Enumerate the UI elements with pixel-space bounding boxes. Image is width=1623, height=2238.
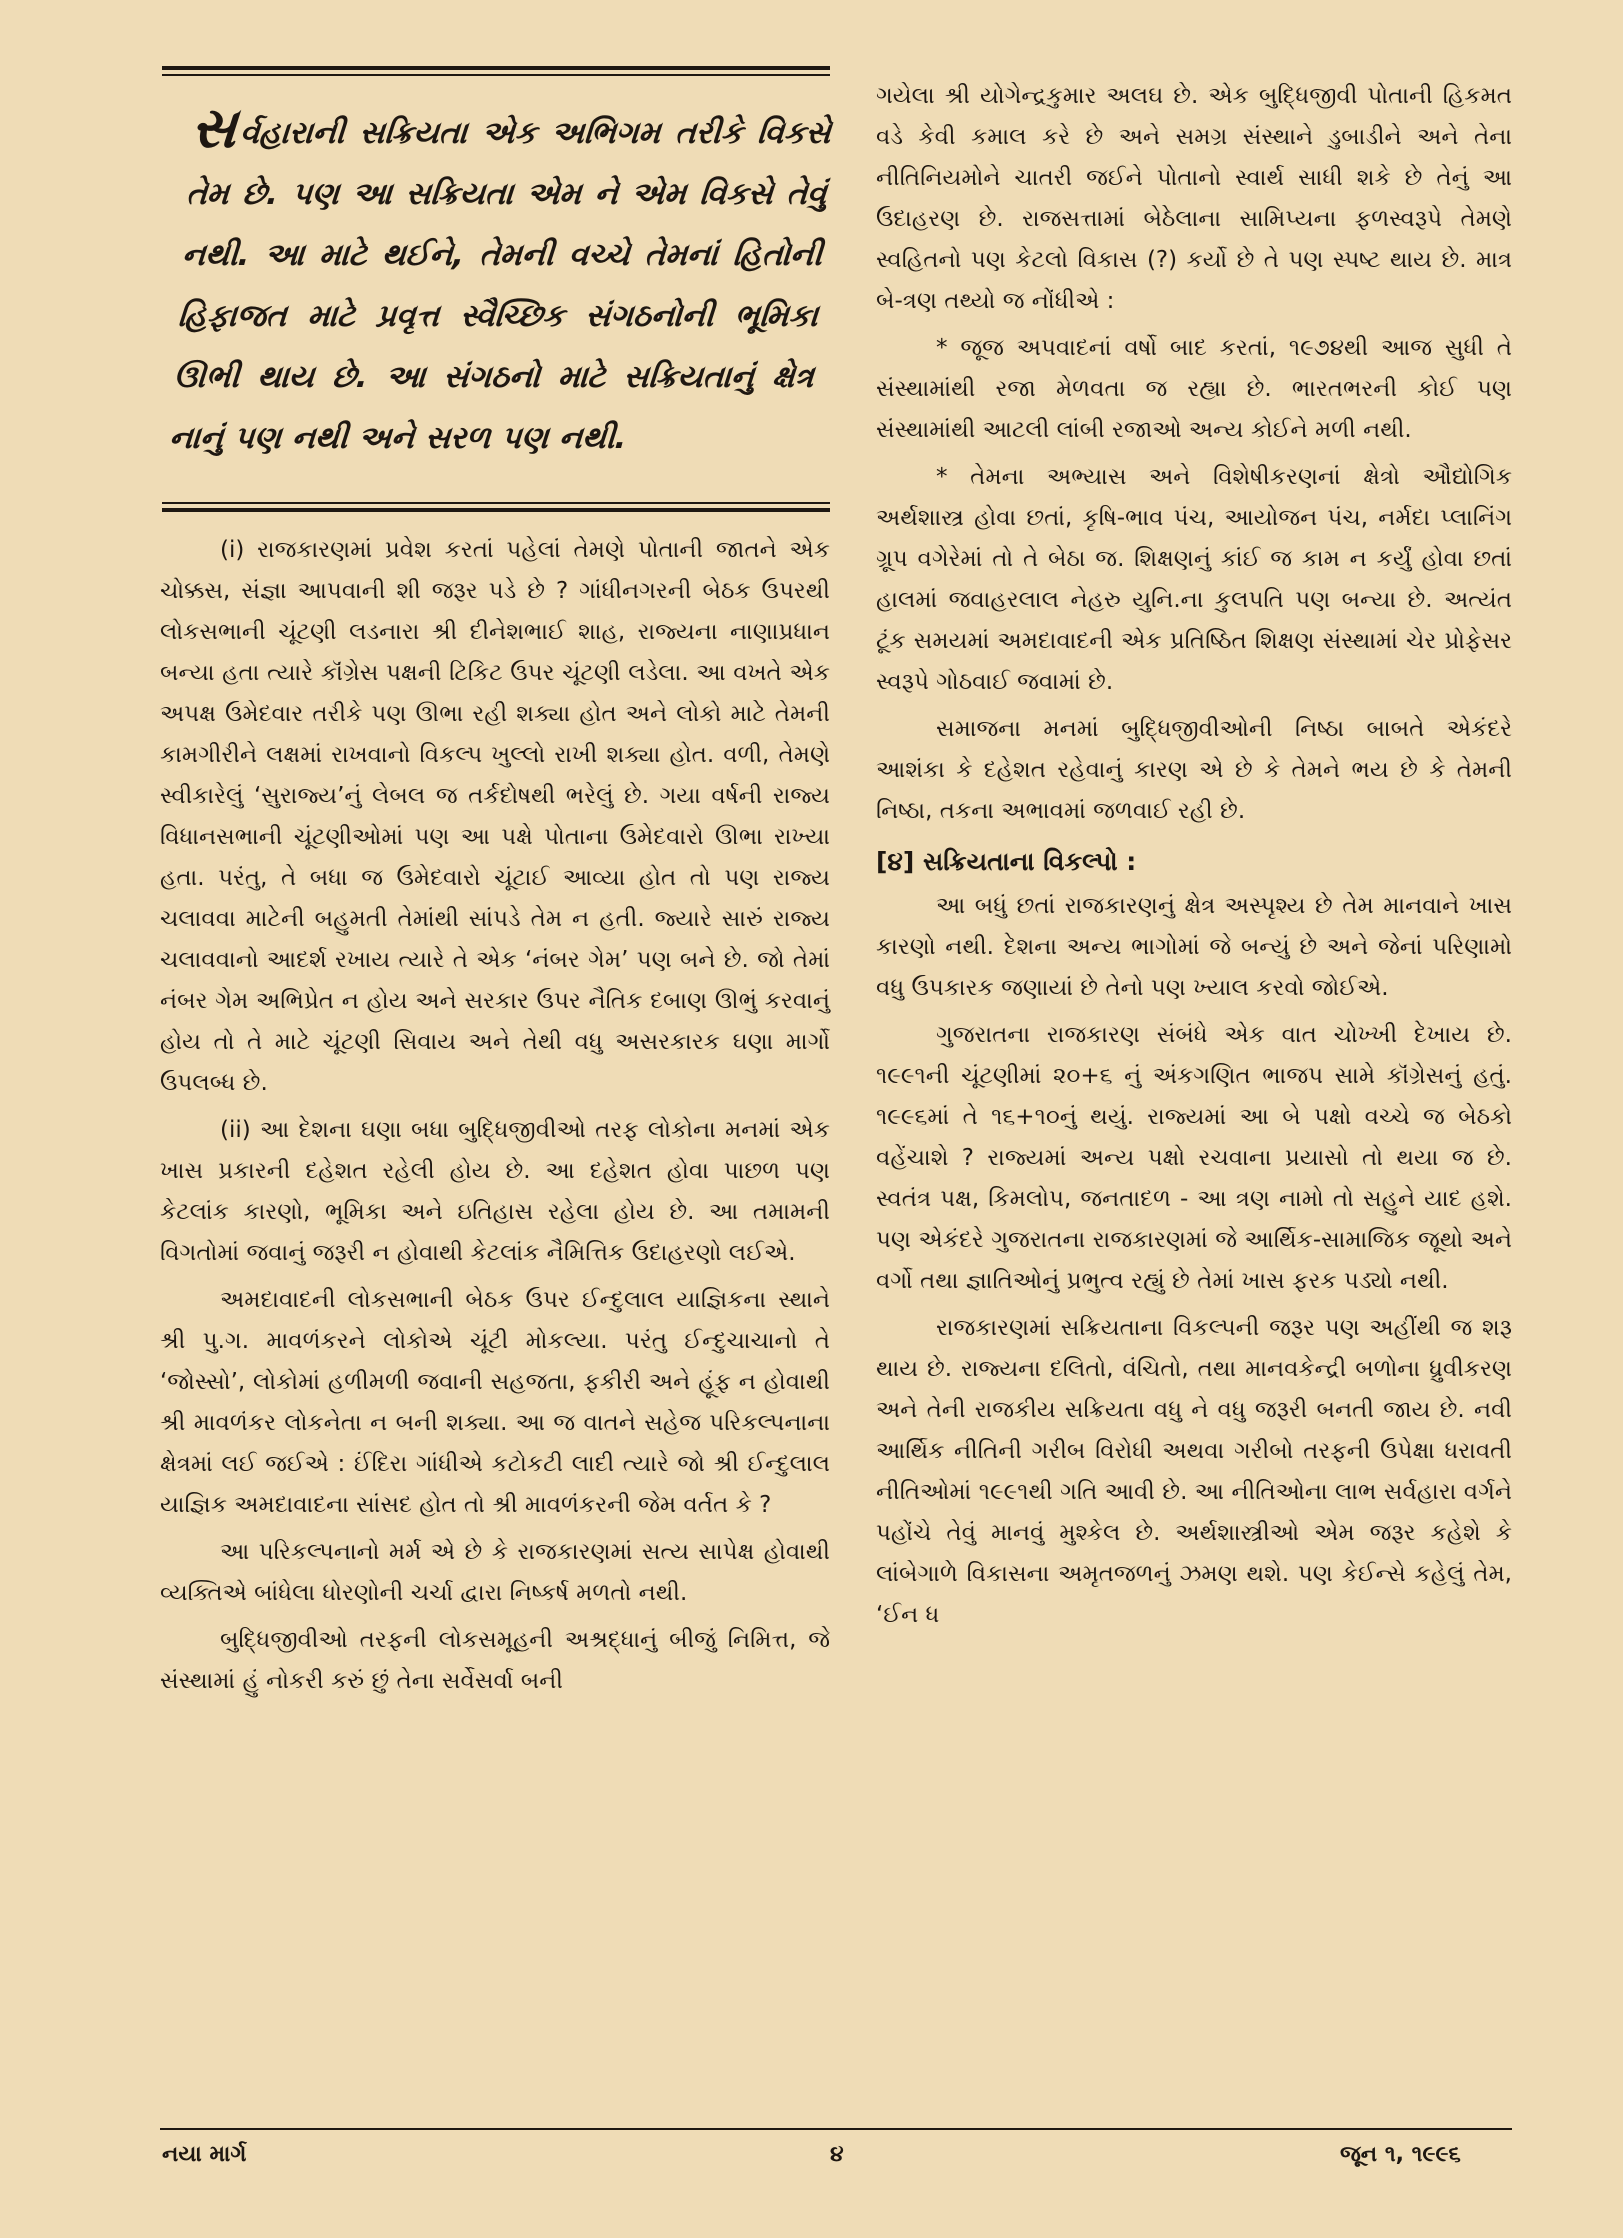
- footer-publication: નયા માર્ગ: [162, 2142, 247, 2167]
- paragraph-activism: રાજકારણમાં સક્રિયતાના વિકલ્પની જરૂર પણ અહીંથી જ શરૂ થાય છે. રાજ્યના દલિતો, વંચિતો, તથા માનવકેન્દ્રી બળોના ધ્રુવીકરણ અને તેની રાજકીય સક્રિયતા વધુ ને વધુ જરૂરી બનતી જાય છે. નવી આર્થિક નીતિની ગરીબ વિરોધી અથવા ગરીબો તરફની ઉપેક્ષા ધરાવતી નીતિઓમાં ૧૯૯૧થી ગતિ આવી છે. આ નીતિઓના લાભ સર્વહારા વર્ગને પહોંચે તેવું માનવું મુશ્કેલ છે. અર્થશાસ્ત્રીઓ એમ જરૂર કહેશે કે લાંબેગાળે વિકાસના અમૃતજળનું ઝમણ થશે. પણ કેઈન્સે કહેલું તેમ, ‘ઈન ધ: [876, 1315, 1512, 1628]
- paragraph-ahmedabad: અમદાવાદની લોકસભાની બેઠક ઉપર ઈન્દુલાલ યાજ્ઞિકના સ્થાને શ્રી પુ.ગ. માવળંકરને લોકોએ ચૂંટી મોકલ્યા. પરંતુ ઈન્દુચાચાનો તે ‘જોસ્સો’, લોકોમાં હળીમળી જવાની સહજતા, ફકીરી અને હૂંફ ન હોવાથી શ્રી માવળંકર લોકનેતા ન બની શક્યા. આ જ વાતને સહેજ પરિકલ્પનાના ક્ષેત્રમાં લઈ જઈએ : ઈંદિરા ગાંધીએ કટોકટી લાદી ત્યારે જો શ્રી ઈન્દુલાલ યાજ્ઞિક અમદાવાદના સાંસદ હોત તો શ્રી માવળંકરની જેમ વર્તત કે ?: [160, 1287, 830, 1518]
- pull-quote-top-rule: [162, 66, 830, 70]
- pull-quote-bottom-rule-thin: [162, 502, 830, 504]
- paragraph-society: સમાજના મનમાં બુદ્ધિજીવીઓની નિષ્ઠા બાબતે એકંદરે આશંકા કે દહેશત રહેવાનું કારણ એ છે કે તેમને ભય છે કે તેમની નિષ્ઠા, તકના અભાવમાં જળવાઈ રહી છે.: [876, 716, 1512, 824]
- pull-quote-top-rule-thin: [162, 74, 830, 76]
- footer-date: જૂન ૧, ૧૯૯૬: [1340, 2142, 1461, 2167]
- paragraph-gujarat-politics: ગુજરાતના રાજકારણ સંબંધે એક વાત ચોખ્ખી દેખાય છે. ૧૯૯૧ની ચૂંટણીમાં ૨૦+૬ નું અંકગણિત ભાજપ સામે કૉંગ્રેસનું હતું. ૧૯૯૬માં તે ૧૬+૧૦નું થયું. રાજ્યમાં આ બે પક્ષો વચ્ચે જ બેઠકો વહેંચાશે ? રાજ્યમાં અન્ય પક્ષો રચવાના પ્રયાસો તો થયા જ છે. સ્વતંત્ર પક્ષ, કિમલોપ, જનતાદળ - આ ત્રણ નામો તો સહુને યાદ હશે. પણ એકંદરે ગુજરાતના રાજકારણમાં જે આર્થિક-સામાજિક જૂથો અને વર્ગો તથા જ્ઞાતિઓનું પ્રભુત્વ રહ્યું છે તેમાં ખાસ ફરક પડ્યો નથી.: [876, 1022, 1512, 1294]
- left-column: [160, 530, 830, 1702]
- paragraph-intellectuals: બુદ્ધિજીવીઓ તરફની લોકસમૂહની અશ્રદ્ધાનું બીજું નિમિત્ત, જે સંસ્થામાં હું નોકરી કરું છું તેના સર્વેસર્વા બની: [160, 1627, 830, 1694]
- paragraph-alagh: ગયેલા શ્રી યોગેન્દ્રકુમાર અલઘ છે. એક બુદ્ધિજીવી પોતાની હિકમત વડે કેવી કમાલ કરે છે અને સમગ્ર સંસ્થાને ડુબાડીને અને તેના નીતિનિયમોને ચાતરી જઈને પોતાનો સ્વાર્થ સાધી શકે છે તેનું આ ઉદાહરણ છે. રાજસત્તામાં બેઠેલાના સામિપ્યના ફળસ્વરૂપે તેમણે સ્વહિતનો પણ કેટલો વિકાસ (?) કર્યો છે તે પણ સ્પષ્ટ થાય છે. માત્ર બે-ત્રણ તથ્યો જ નોંધીએ :: [876, 83, 1512, 314]
- paragraph-hypothesis: આ પરિકલ્પનાનો મર્મ એ છે કે રાજકારણમાં સત્ય સાપેક્ષ હોવાથી વ્યક્તિએ બાંધેલા ધોરણોની ચર્ચા દ્વારા નિષ્કર્ષ મળતો નથી.: [160, 1539, 830, 1606]
- bullet-specialization: * તેમના અભ્યાસ અને વિશેષીકરણનાં ક્ષેત્રો ઔદ્યોગિક અર્થશાસ્ત્ર હોવા છતાં, કૃષિ-ભાવ પંચ, આયોજન પંચ, નર્મદા પ્લાનિંગ ગ્રૂપ વગેરેમાં તો તે બેઠા જ. શિક્ષણનું કાંઈ જ કામ ન કર્યું હોવા છતાં હાલમાં જવાહરલાલ નેહરુ યુનિ.ના કુલપતિ પણ બન્યા છે. અત્યંત ટૂંક સમયમાં અમદાવાદની એક પ્રતિષ્ઠિત શિક્ષણ સંસ્થામાં ચેર પ્રોફેસર સ્વરૂપે ગોઠવાઈ જવામાં છે.: [876, 464, 1512, 695]
- bullet-leave: * જૂજ અપવાદનાં વર્ષો બાદ કરતાં, ૧૯૭૪થી આજ સુધી તે સંસ્થામાંથી રજા મેળવતા જ રહ્યા છે. ભારતભરની કોઈ પણ સંસ્થામાંથી આટલી લાંબી રજાઓ અન્ય કોઈને મળી નથી.: [876, 335, 1512, 443]
- right-column: [876, 76, 1512, 1636]
- footer-page-number: ૪: [830, 2142, 844, 2167]
- pull-quote-bottom-rule: [162, 508, 830, 512]
- pull-quote: [167, 96, 833, 469]
- pull-quote-initial: સ: [188, 96, 239, 161]
- pull-quote-text: ર્વહારાની સક્રિયતા એક અભિગમ તરીકે વિકસે તેમ છે. પણ આ સક્રિયતા એમ ને એમ વિકસે તેવું નથી. આ માટે થઈને, તેમની વચ્ચે તેમનાં હિતોની હિફાજત માટે પ્રવૃત્ત સ્વૈચ્છિક સંગઠનોની ભૂમિકા ઊભી થાય છે. આ સંગઠનો માટે સક્રિયતાનું ક્ષેત્ર નાનું પણ નથી અને સરળ પણ નથી.: [168, 115, 832, 456]
- footer-rule: [160, 2128, 1512, 2130]
- section-heading: [૪] સક્રિયતાના વિકલ્પો :: [876, 847, 1137, 876]
- paragraph-untouchable: આ બધું છતાં રાજકારણનું ક્ષેત્ર અસ્પૃશ્ય છે તેમ માનવાને ખાસ કારણો નથી. દેશના અન્ય ભાગોમાં જે બન્યું છે અને જેનાં પરિણામો વધુ ઉપકારક જણાયાં છે તેનો પણ ખ્યાલ કરવો જોઈએ.: [876, 893, 1512, 1001]
- paragraph-ii: (ii) આ દેશના ઘણા બધા બુદ્ધિજીવીઓ તરફ લોકોના મનમાં એક ખાસ પ્રકારની દહેશત રહેલી હોય છે. આ દહેશત હોવા પાછળ પણ કેટલાંક કારણો, ભૂમિકા અને ઇતિહાસ રહેલા હોય છે. આ તમામની વિગતોમાં જવાનું જરૂરી ન હોવાથી કેટલાંક નૈમિત્તિક ઉદાહરણો લઈએ.: [160, 1117, 830, 1266]
- paragraph-i: (i) રાજકારણમાં પ્રવેશ કરતાં પહેલાં તેમણે પોતાની જાતને એક ચોક્કસ, સંજ્ઞા આપવાની શી જરૂર પડે છે ? ગાંધીનગરની બેઠક ઉપરથી લોકસભાની ચૂંટણી લડનારા શ્રી દીનેશભાઈ શાહ, રાજ્યના નાણાપ્રધાન બન્યા હતા ત્યારે કૉંગ્રેસ પક્ષની ટિકિટ ઉપર ચૂંટણી લડેલા. આ વખતે એક અપક્ષ ઉમેદવાર તરીકે પણ ઊભા રહી શક્યા હોત અને લોકો માટે તેમની કામગીરીને લક્ષમાં રાખવાનો વિકલ્પ ખુલ્લો રાખી શક્યા હોત. વળી, તેમણે સ્વીકારેલું ‘સુરાજ્ય’નું લેબલ જ તર્કદોષથી ભરેલું છે. ગયા વર્ષની રાજ્ય વિધાનસભાની ચૂંટણીઓમાં પણ આ પક્ષે પોતાના ઉમેદવારો ઊભા રાખ્યા હતા. પરંતુ, તે બધા જ ઉમેદવારો ચૂંટાઈ આવ્યા હોત તો પણ રાજ્ય ચલાવવા માટેની બહુમતી તેમાંથી સાંપડે તેમ ન હતી. જ્યારે સારું રાજ્ય ચલાવવાનો આદર્શ રખાય ત્યારે તે એક ‘નંબર ગેમ’ પણ બને છે. જો તેમાં નંબર ગેમ અભિપ્રેત ન હોય અને સરકાર ઉપર નૈતિક દબાણ ઊભું કરવાનું હોય તો તે માટે ચૂંટણી સિવાય અને તેથી વધુ અસરકારક ઘણા માર્ગો ઉપલબ્ધ છે.: [160, 537, 830, 1096]
